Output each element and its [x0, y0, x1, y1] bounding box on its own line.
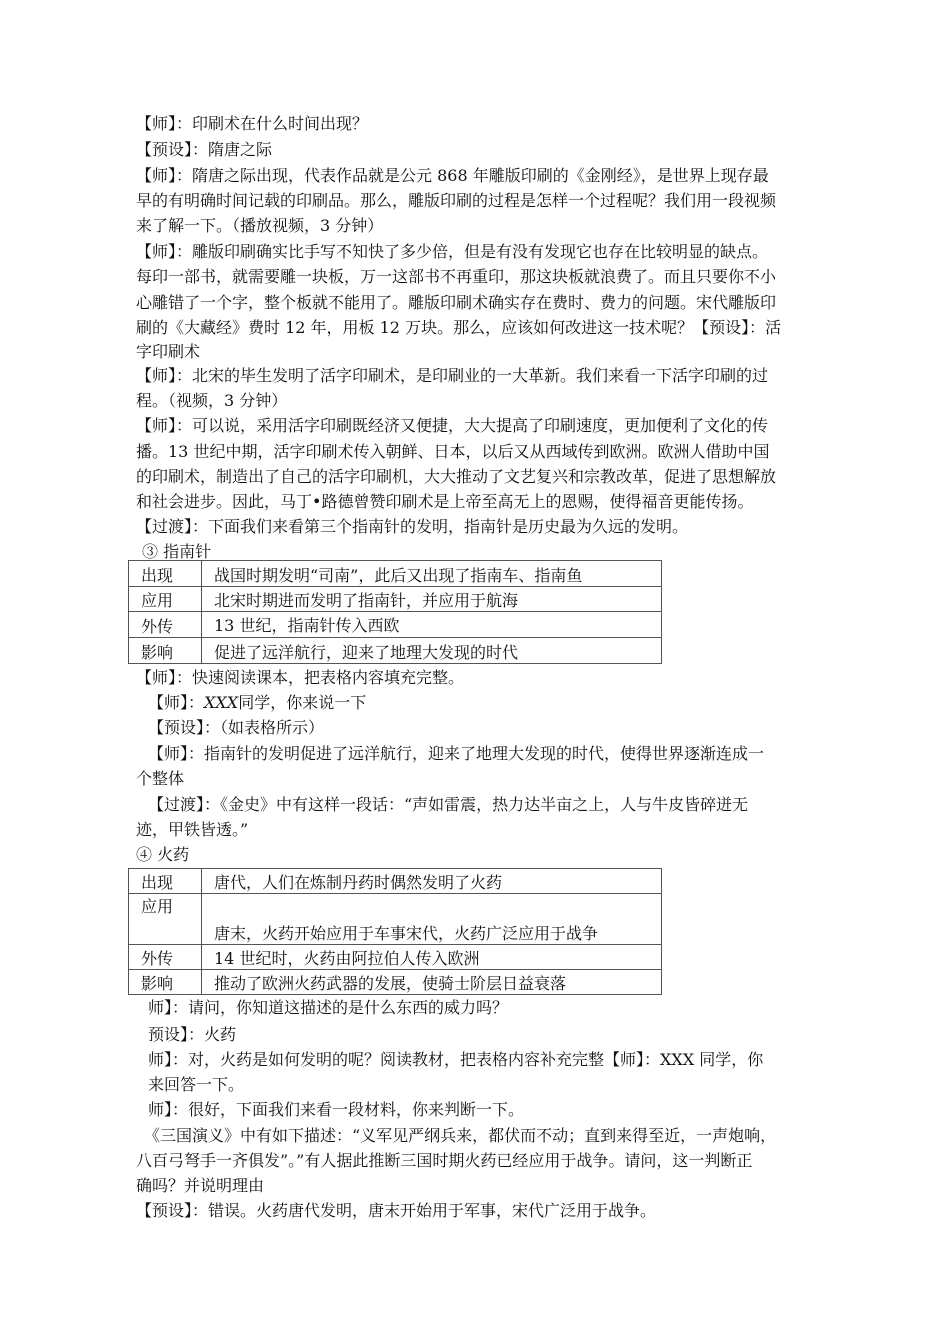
table-row — [129, 612, 662, 638]
text-line: 八百弓弩手一齐俱发”。”有人据此推断三国时期火药已经应用于战争。请问，这一判断正 — [136, 1151, 753, 1170]
text-line: 师】：很好，下面我们来看一段材料，你来判断一下。 — [148, 1100, 525, 1119]
table-row — [129, 894, 662, 945]
text-line: 每印一部书，就需要雕一块板，万一这部书不再重印，那这块板就浪费了。而且只要你不小 — [136, 267, 777, 286]
text-line: 【师】：可以说，采用活字印刷既经济又便捷，大大提高了印刷速度，更加便利了文化的传 — [136, 416, 769, 435]
table-row — [129, 945, 662, 970]
table-cell-label: 外传 — [129, 945, 202, 970]
text-line: 字印刷术 — [136, 342, 201, 361]
table-cell-content: 战国时期发明“司南”，此后又出现了指南车、指南鱼 — [202, 561, 662, 587]
table-row — [129, 970, 662, 995]
text-line: 来了解一下。（播放视频，3 分钟） — [136, 216, 384, 235]
text-line: 刷的《大藏经》费时 12 年，用板 12 万块。那么，应该如何改进这一技术呢？【预设】：活 — [136, 318, 782, 337]
text-line: 预设】：火药 — [148, 1025, 237, 1044]
table-cell-content: 唐末，火药开始应用于车事宋代，火药广泛应用于战争 — [202, 894, 662, 945]
section-heading-gunpowder: ④ 火药 — [136, 845, 190, 864]
text-line: 【师】：XXX同学，你来说一下 — [148, 693, 367, 712]
table-cell-content: 14 世纪时，火药由阿拉伯人传入欧洲 — [202, 945, 662, 970]
text-line: 【预设】：隋唐之际 — [136, 140, 273, 159]
table-cell-content: 促进了远洋航行，迎来了地理大发现的时代 — [202, 638, 662, 664]
text-line: 【师】：雕版印刷确实比手写不知快了多少倍，但是有没有发现它也存在比较明显的缺点。 — [136, 242, 769, 261]
text-line: 【师】：印刷术在什么时间出现？ — [136, 114, 369, 133]
text-line: 【师】：隋唐之际出现，代表作品就是公元 868 年雕版印刷的《金刚经》，是世界上现存最 — [136, 166, 769, 185]
section-heading-compass: ③ 指南针 — [142, 542, 212, 561]
text-line: 来回答一下。 — [148, 1075, 245, 1094]
text-line: 的印刷术，制造出了自己的活字印刷机，大大推动了文艺复兴和宗教改革，促进了思想解放 — [136, 467, 777, 486]
gunpowder-table — [128, 868, 662, 995]
text-line: 【过渡】：下面我们来看第三个指南针的发明，指南针是历史最为久远的发明。 — [136, 517, 689, 536]
text-line: 心雕错了一个字，整个板就不能用了。雕版印刷术确实存在费时、费力的问题。宋代雕版印 — [136, 293, 777, 312]
text-line: 程。（视频，3 分钟） — [136, 391, 288, 410]
text-line: 和社会进步。因此，马丁•路德曾赞印刷术是上帝至高无上的恩赐，使得福音更能传扬。 — [136, 492, 754, 511]
table-cell-label: 影响 — [129, 638, 202, 664]
text-line: 【师】：快速阅读课本，把表格内容填充完整。 — [136, 668, 465, 687]
table-row — [129, 561, 662, 587]
text-line: 师】：对，火药是如何发明的呢？阅读教材，把表格内容补充完整【师】：XXX 同学，你 — [148, 1050, 764, 1069]
table-cell-label: 应用 — [129, 587, 202, 612]
text-line: 【师】：北宋的毕生发明了活字印刷术，是印刷业的一大革新。我们来看一下活字印刷的过 — [136, 366, 769, 385]
text-line: 播。13 世纪中期，活字印刷术传入朝鲜、日本，以后又从西域传到欧洲。欧洲人借助中国 — [136, 442, 770, 461]
table-cell-label: 应用 — [129, 894, 202, 945]
table-row — [129, 587, 662, 612]
text-line: 【师】：指南针的发明促进了远洋航行，迎来了地理大发现的时代，使得世界逐渐连成一 — [148, 744, 765, 763]
table-cell-label: 出现 — [129, 869, 202, 894]
table-cell-label: 外传 — [129, 612, 202, 638]
text-line: 师】：请问，你知道这描述的是什么东西的威力吗？ — [148, 998, 509, 1017]
table-cell-label: 影响 — [129, 970, 202, 995]
table-row — [129, 869, 662, 894]
text-line: 迹，甲铁皆透。” — [136, 820, 249, 839]
compass-table — [128, 560, 662, 664]
table-cell-content: 北宋时期进而发明了指南针，并应用于航海 — [202, 587, 662, 612]
text-line: 《三国演义》中有如下描述：“义军见严纲兵来，都伏而不动；直到来得至近，一声炮响， — [144, 1126, 777, 1145]
table-cell-label: 出现 — [129, 561, 202, 587]
table-cell-content: 13 世纪，指南针传入西欧 — [202, 612, 662, 638]
text-line: 【预设】：错误。火药唐代发明，唐末开始用于军事，宋代广泛用于战争。 — [136, 1201, 657, 1220]
text-line: 【预设】：（如表格所示） — [148, 718, 325, 737]
table-cell-content: 唐代，人们在炼制丹药时偶然发明了火药 — [202, 869, 662, 894]
text-line: 个整体 — [136, 769, 185, 788]
table-row — [129, 638, 662, 664]
table-cell-content: 推动了欧洲火药武器的发展，使骑士阶层日益衰落 — [202, 970, 662, 995]
text-line: 确吗？并说明理由 — [136, 1176, 265, 1195]
text-line: 早的有明确时间记载的印刷品。那么，雕版印刷的过程是怎样一个过程呢？我们用一段视频 — [136, 191, 777, 210]
text-line: 【过渡】：《金史》中有这样一段话：“声如雷震，热力达半亩之上，人与牛皮皆碎迸无 — [148, 795, 749, 814]
